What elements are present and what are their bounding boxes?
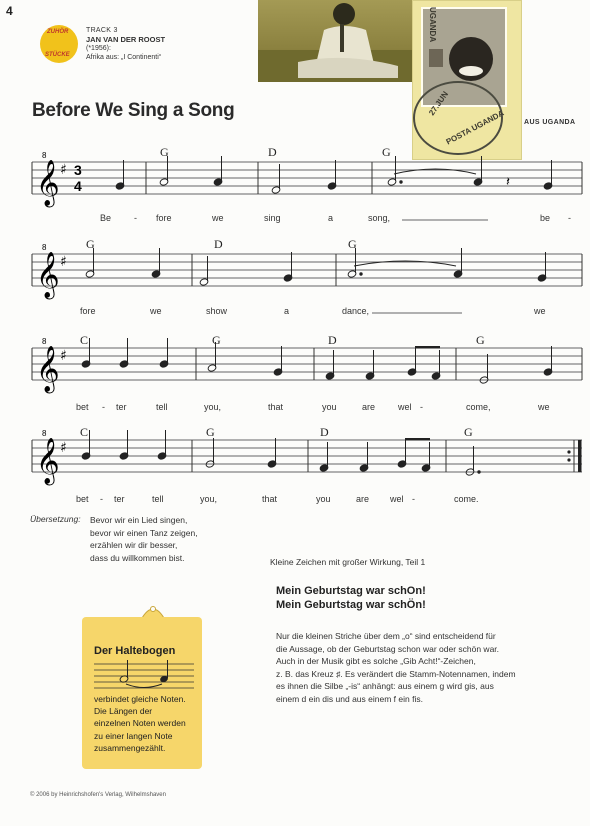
chord-symbol: D	[268, 145, 277, 159]
tie-example	[94, 660, 194, 692]
quarter-rest-icon: 𝄽	[506, 175, 510, 190]
time-sig-top: 3	[74, 162, 82, 178]
lyric-hyphen: -	[100, 494, 103, 504]
small-signs-heading: Kleine Zeichen mit großer Wirkung, Teil 1	[270, 557, 426, 567]
lyric-syllable: that	[262, 494, 278, 504]
stamp-country: UGANDA	[428, 7, 437, 43]
translation-line: dass du willkommen bist.	[90, 552, 185, 563]
postmark-text: POSTA UGANDA	[444, 108, 506, 147]
card-line: einzelnen Noten werden	[94, 718, 186, 729]
chord-symbol: G	[476, 333, 485, 347]
badge-top-text: ZUHÖR	[47, 29, 69, 35]
lyric-syllable: be	[540, 213, 551, 223]
staff-system-3	[32, 333, 582, 412]
body-line: Auch in der Musik gibt es solche „Gib Acht!“-Zeichen,	[276, 656, 476, 666]
sharp-icon: ♯	[60, 440, 67, 456]
sharp-icon: ♯	[60, 348, 67, 364]
card-line: verbindet gleiche Noten.	[94, 694, 186, 704]
translation-line: Bevor wir ein Lied singen,	[90, 515, 188, 525]
card-line: zusammengezählt.	[94, 742, 166, 753]
staff-lines-3	[32, 348, 582, 380]
chord-symbol: G	[212, 333, 221, 347]
chord-symbol: C	[80, 333, 89, 347]
lyric-syllable: a	[284, 306, 290, 316]
small-signs-body	[276, 630, 566, 705]
badge-bottom-text: STÜCKE	[45, 52, 70, 58]
lyric-hyphen: -	[568, 213, 571, 223]
staff-system-2	[32, 237, 582, 316]
notes-4	[81, 430, 480, 476]
clef-octave-mark: 8	[42, 243, 47, 252]
repeat-dot	[567, 450, 570, 453]
treble-clef-icon: 𝄞	[36, 346, 60, 392]
lyric-syllable: you,	[204, 402, 222, 412]
card-line: Die Längen der	[94, 706, 153, 717]
chord-symbol: G	[206, 425, 215, 439]
track-composer: JAN VAN DER ROOST	[86, 35, 166, 44]
lyric-syllable: you,	[200, 494, 218, 504]
staff-lines-2	[32, 254, 582, 286]
page-number: 4	[6, 4, 13, 18]
lyric-syllable: fore	[80, 306, 96, 316]
song-title: Before We Sing a Song	[32, 100, 235, 121]
staff-lines-4	[32, 440, 582, 472]
lyric-syllable: sing	[264, 213, 281, 223]
clef-octave-mark: 8	[42, 337, 47, 346]
clef-octave-mark: 8	[42, 429, 47, 438]
chord-symbol: D	[214, 237, 223, 251]
sharp-icon: ♯	[60, 162, 67, 178]
chord-symbol: D	[328, 333, 337, 347]
body-line: z. B. das Kreuz ♯. Es verändert die Stamm-Notennamen, indem	[276, 668, 516, 679]
song-origin: AUS UGANDA	[524, 119, 576, 126]
postmark-date: 27.JUN	[427, 89, 451, 118]
card-line: zu einer langen Note	[94, 730, 173, 741]
birthday-example	[276, 584, 426, 612]
lyric-syllable: Be	[100, 213, 112, 223]
chord-symbol: D	[320, 425, 329, 439]
lyric-syllable: wel	[398, 402, 412, 412]
treble-clef-icon: 𝄞	[36, 438, 60, 484]
time-sig-bottom: 4	[74, 178, 82, 194]
track-work: Afrika aus: „I Continenti“	[86, 54, 162, 61]
lyric-syllable: come,	[466, 402, 491, 412]
chord-symbol: G	[464, 425, 473, 439]
birthday-line-2: Mein Geburtstag war schÖn!	[276, 599, 426, 611]
lyric-syllable: you	[322, 402, 337, 412]
final-barline	[578, 440, 582, 472]
staff-system-4	[32, 425, 582, 504]
lyric-syllable: that	[268, 402, 284, 412]
lyric-syllable: are	[356, 494, 370, 504]
lyric-syllable: tell	[156, 402, 168, 412]
translation-text	[90, 514, 198, 564]
track-label: TRACK 3	[86, 27, 118, 34]
lyric-syllable: we	[212, 213, 224, 223]
track-year: (*1956):	[86, 45, 111, 52]
chord-symbol: G	[382, 145, 391, 159]
lyric-syllable: bet	[76, 494, 89, 504]
body-line: Nur die kleinen Striche über dem „o“ sind entscheidend für	[276, 631, 496, 641]
eighth-beam	[415, 346, 440, 349]
lyric-syllable: are	[362, 402, 376, 412]
lyric-syllable: ter	[114, 494, 125, 504]
lyric-syllable: fore	[156, 213, 172, 223]
translation-label: Übersetzung:	[30, 514, 81, 524]
card-title: Der Haltebogen	[94, 645, 176, 657]
body-line: einem d ein dis und aus einem f ein fis.	[276, 693, 423, 704]
lyric-syllable: show	[206, 306, 228, 316]
lyric-hyphen: -	[412, 494, 415, 504]
treble-clef-icon: 𝄞	[36, 160, 60, 206]
card-body	[94, 693, 204, 754]
lyric-hyphen: -	[134, 213, 137, 223]
copyright: © 2006 by Heinrichshofen's Verlag, Wilhelmshaven	[30, 792, 166, 798]
chord-symbol: C	[80, 425, 89, 439]
treble-clef-icon: 𝄞	[36, 252, 60, 298]
body-line: die Aussage, ob der Geburtstag schon war oder schön war.	[276, 643, 500, 654]
translation-line: erzählen wir dir besser,	[90, 540, 178, 550]
chord-symbol: G	[348, 237, 357, 251]
lyric-syllable: bet	[76, 402, 89, 412]
chord-symbol: G	[160, 145, 169, 159]
birthday-line-1: Mein Geburtstag war schOn!	[276, 585, 426, 597]
lyric-syllable: a	[328, 213, 334, 223]
lyric-syllable: you	[316, 494, 331, 504]
body-line: es ihnen die Silbe „-is“ anhängt: aus einem g wird gis, aus	[276, 681, 494, 691]
eighth-beam	[405, 438, 430, 441]
lyric-syllable: tell	[152, 494, 164, 504]
chord-symbol: G	[86, 237, 95, 251]
lyric-syllable: song,	[368, 213, 391, 223]
lyric-syllable: we	[150, 306, 162, 316]
staff-lines-1	[32, 162, 582, 194]
lyric-syllable: we	[538, 402, 550, 412]
lyric-hyphen: -	[420, 402, 423, 412]
lyric-syllable: come.	[454, 494, 479, 504]
lyric-syllable: ter	[116, 402, 127, 412]
lyric-hyphen: -	[102, 402, 105, 412]
sharp-icon: ♯	[60, 254, 67, 270]
staff-system-1	[32, 145, 582, 223]
lyric-syllable: we	[534, 306, 546, 316]
clef-octave-mark: 8	[42, 151, 47, 160]
translation-line: bevor wir einen Tanz zeigen,	[90, 527, 198, 538]
lyric-syllable: dance,	[342, 306, 370, 316]
repeat-dot	[567, 458, 570, 461]
lyric-syllable: wel	[390, 494, 404, 504]
